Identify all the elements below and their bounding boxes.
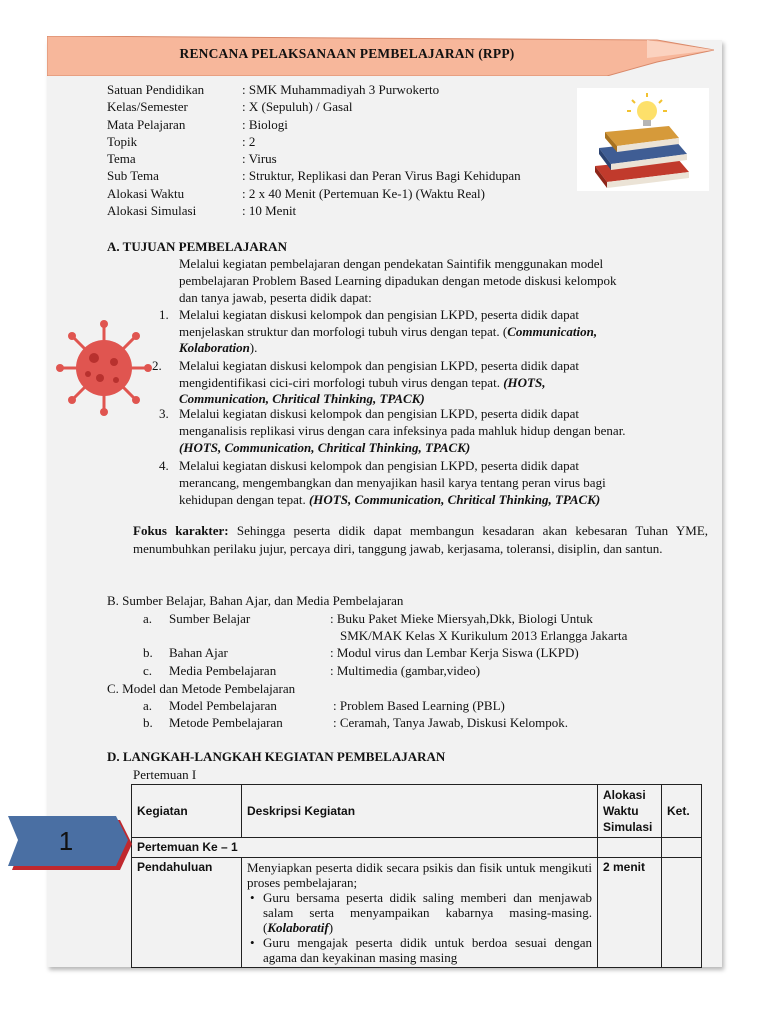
identity-label: Satuan Pendidikan bbox=[107, 82, 205, 97]
pertemuan-label: Pertemuan Ke – 1 bbox=[132, 838, 598, 858]
list-label: Bahan Ajar bbox=[169, 645, 228, 660]
section-d-subheading: Pertemuan I bbox=[133, 767, 197, 782]
identity-label: Tema bbox=[107, 151, 136, 166]
pendahuluan-description: Menyiapkan peserta didik secara psikis dan fisik untuk mengikuti proses pembelajaran; • Guru bersama peserta didik saling memberi dan menjawab salam serta menyampaikan kabarnya masing-masing. (Kolaboratif) • Guru mengajak peserta didik untuk berdoa sesuai dengan agama dan keyakinan masing masing bbox=[242, 858, 598, 968]
virus-illustration bbox=[52, 318, 156, 418]
pendahuluan-label: Pendahuluan bbox=[132, 858, 242, 968]
virus-icon bbox=[52, 318, 156, 418]
goal-text: Melalui kegiatan diskusi kelompok dan pengisian LKPD, peserta didik dapat bbox=[179, 307, 580, 322]
goal-text: kehidupan dengan tepat. (HOTS, Communication, Chritical Thinking, TPACK) bbox=[179, 492, 601, 507]
goal-text: Melalui kegiatan diskusi kelompok dan pengisian LKPD, peserta didik dapat bbox=[179, 458, 580, 473]
title-banner bbox=[47, 36, 714, 76]
empty-cell bbox=[662, 838, 702, 858]
section-a-intro-line: dan tanya jawab, peserta didik dapat: bbox=[179, 290, 372, 305]
identity-value: : 2 bbox=[242, 134, 256, 149]
goal-number: 4. bbox=[159, 458, 169, 473]
goal-text: Communication, Chritical Thinking, TPACK) bbox=[179, 391, 425, 406]
section-b-heading: B. Sumber Belajar, Bahan Ajar, dan Media Pembelajaran bbox=[107, 593, 404, 608]
identity-value: : X (Sepuluh) / Gasal bbox=[242, 99, 353, 114]
list-value: : Buku Paket Mieke Miersyah,Dkk, Biologi Untuk bbox=[330, 611, 593, 626]
identity-value: : Struktur, Replikasi dan Peran Virus Bagi Kehidupan bbox=[242, 168, 521, 183]
table-row bbox=[132, 838, 702, 858]
goal-text: Melalui kegiatan diskusi kelompok dan pengisian LKPD, peserta didik dapat bbox=[179, 406, 580, 421]
header-alokasi: Alokasi Waktu Simulasi bbox=[598, 785, 662, 838]
goal-text: Kolaboration). bbox=[179, 340, 258, 355]
list-value: SMK/MAK Kelas X Kurikulum 2013 Erlangga Jakarta bbox=[340, 628, 628, 643]
identity-label: Topik bbox=[107, 134, 138, 149]
section-a-intro-line: pembelajaran Problem Based Learning dipadukan dengan metode diskusi kelompok bbox=[179, 273, 617, 288]
list-value: : Problem Based Learning (PBL) bbox=[333, 698, 505, 713]
list-value: : Ceramah, Tanya Jawab, Diskusi Kelompok. bbox=[333, 715, 568, 730]
fokus-karakter: Fokus karakter: Sehingga peserta didik dapat membangun kesadaran akan kebesaran Tuhan YME, menumbuhkan perilaku jujur, percaya diri, tanggung jawab, kerjasama, toleransi, disiplin, dan santun. bbox=[133, 523, 709, 556]
empty-cell bbox=[598, 838, 662, 858]
goal-text: menganalisis replikasi virus dengan cara infeksinya pada mahluk hidup dengan benar. bbox=[179, 423, 626, 438]
table-header-row bbox=[132, 785, 702, 838]
activities-table bbox=[131, 784, 702, 968]
list-label: Sumber Belajar bbox=[169, 611, 251, 626]
goal-number: 2. bbox=[152, 358, 162, 373]
identity-label: Sub Tema bbox=[107, 168, 159, 183]
books-lightbulb-icon bbox=[577, 88, 709, 191]
list-letter: a. bbox=[143, 611, 153, 626]
list-label: Model Pembelajaran bbox=[169, 698, 277, 713]
goal-number: 1. bbox=[159, 307, 169, 322]
identity-value: : Biologi bbox=[242, 117, 288, 132]
identity-label: Mata Pelajaran bbox=[107, 117, 186, 132]
identity-label: Alokasi Waktu bbox=[107, 186, 185, 201]
list-item: • Guru bersama peserta didik saling memberi dan menjawab salam serta menyampaikan kabarnya masing-masing. (Kolaboratif) bbox=[247, 890, 592, 935]
header-kegiatan: Kegiatan bbox=[132, 785, 242, 838]
identity-value: : Virus bbox=[242, 151, 277, 166]
goal-text: merancang, mengembangkan dan menyajikan hasil karya tentang peran virus bagi bbox=[179, 475, 606, 490]
identity-value: : 2 x 40 Menit (Pertemuan Ke-1) (Waktu Real) bbox=[242, 186, 485, 201]
identity-value: : SMK Muhammadiyah 3 Purwokerto bbox=[242, 82, 440, 97]
goal-text: mengidentifikasi cici-ciri morfologi tubuh virus dengan tepat. (HOTS, bbox=[179, 375, 546, 390]
list-label: Metode Pembelajaran bbox=[169, 715, 283, 730]
empty-cell bbox=[662, 858, 702, 968]
header-ket: Ket. bbox=[662, 785, 702, 838]
book-stack-icon bbox=[595, 126, 689, 188]
goal-text: menjelaskan struktur dan morfologi tubuh virus dengan tepat. (Communication, bbox=[179, 324, 598, 339]
table-row bbox=[132, 858, 702, 968]
section-a-heading: A. TUJUAN PEMBELAJARAN bbox=[107, 239, 287, 254]
badge-number: 1 bbox=[58, 826, 74, 856]
goal-text: Melalui kegiatan diskusi kelompok dan pengisian LKPD, peserta didik dapat bbox=[179, 358, 580, 373]
goal-text: (HOTS, Communication, Chritical Thinking, TPACK) bbox=[179, 440, 471, 455]
section-c-heading: C. Model dan Metode Pembelajaran bbox=[107, 681, 296, 696]
list-letter: b. bbox=[143, 715, 153, 730]
list-value: : Multimedia (gambar,video) bbox=[330, 663, 481, 678]
list-letter: b. bbox=[143, 645, 153, 660]
list-item: • Guru mengajak peserta didik untuk berdoa sesuai dengan agama dan keyakinan masing masing bbox=[247, 935, 592, 965]
page-title: RENCANA PELAKSANAAN PEMBELAJARAN (RPP) bbox=[179, 46, 515, 61]
section-d-heading: D. LANGKAH-LANGKAH KEGIATAN PEMBELAJARAN bbox=[107, 749, 446, 764]
books-illustration bbox=[577, 88, 709, 191]
identity-label: Alokasi Simulasi bbox=[107, 203, 197, 218]
identity-label: Kelas/Semester bbox=[107, 99, 188, 114]
list-letter: a. bbox=[143, 698, 153, 713]
identity-value: : 10 Menit bbox=[242, 203, 297, 218]
list-label: Media Pembelajaran bbox=[169, 663, 277, 678]
header-deskripsi: Deskripsi Kegiatan bbox=[242, 785, 598, 838]
list-value: : Modul virus dan Lembar Kerja Siswa (LKPD) bbox=[330, 645, 579, 660]
section-a-intro-line: Melalui kegiatan pembelajaran dengan pendekatan Saintifik menggunakan model bbox=[179, 256, 604, 271]
pendahuluan-time: 2 menit bbox=[598, 858, 662, 968]
goal-number: 3. bbox=[159, 406, 169, 421]
lightbulb-icon bbox=[627, 93, 667, 126]
list-letter: c. bbox=[143, 663, 153, 678]
